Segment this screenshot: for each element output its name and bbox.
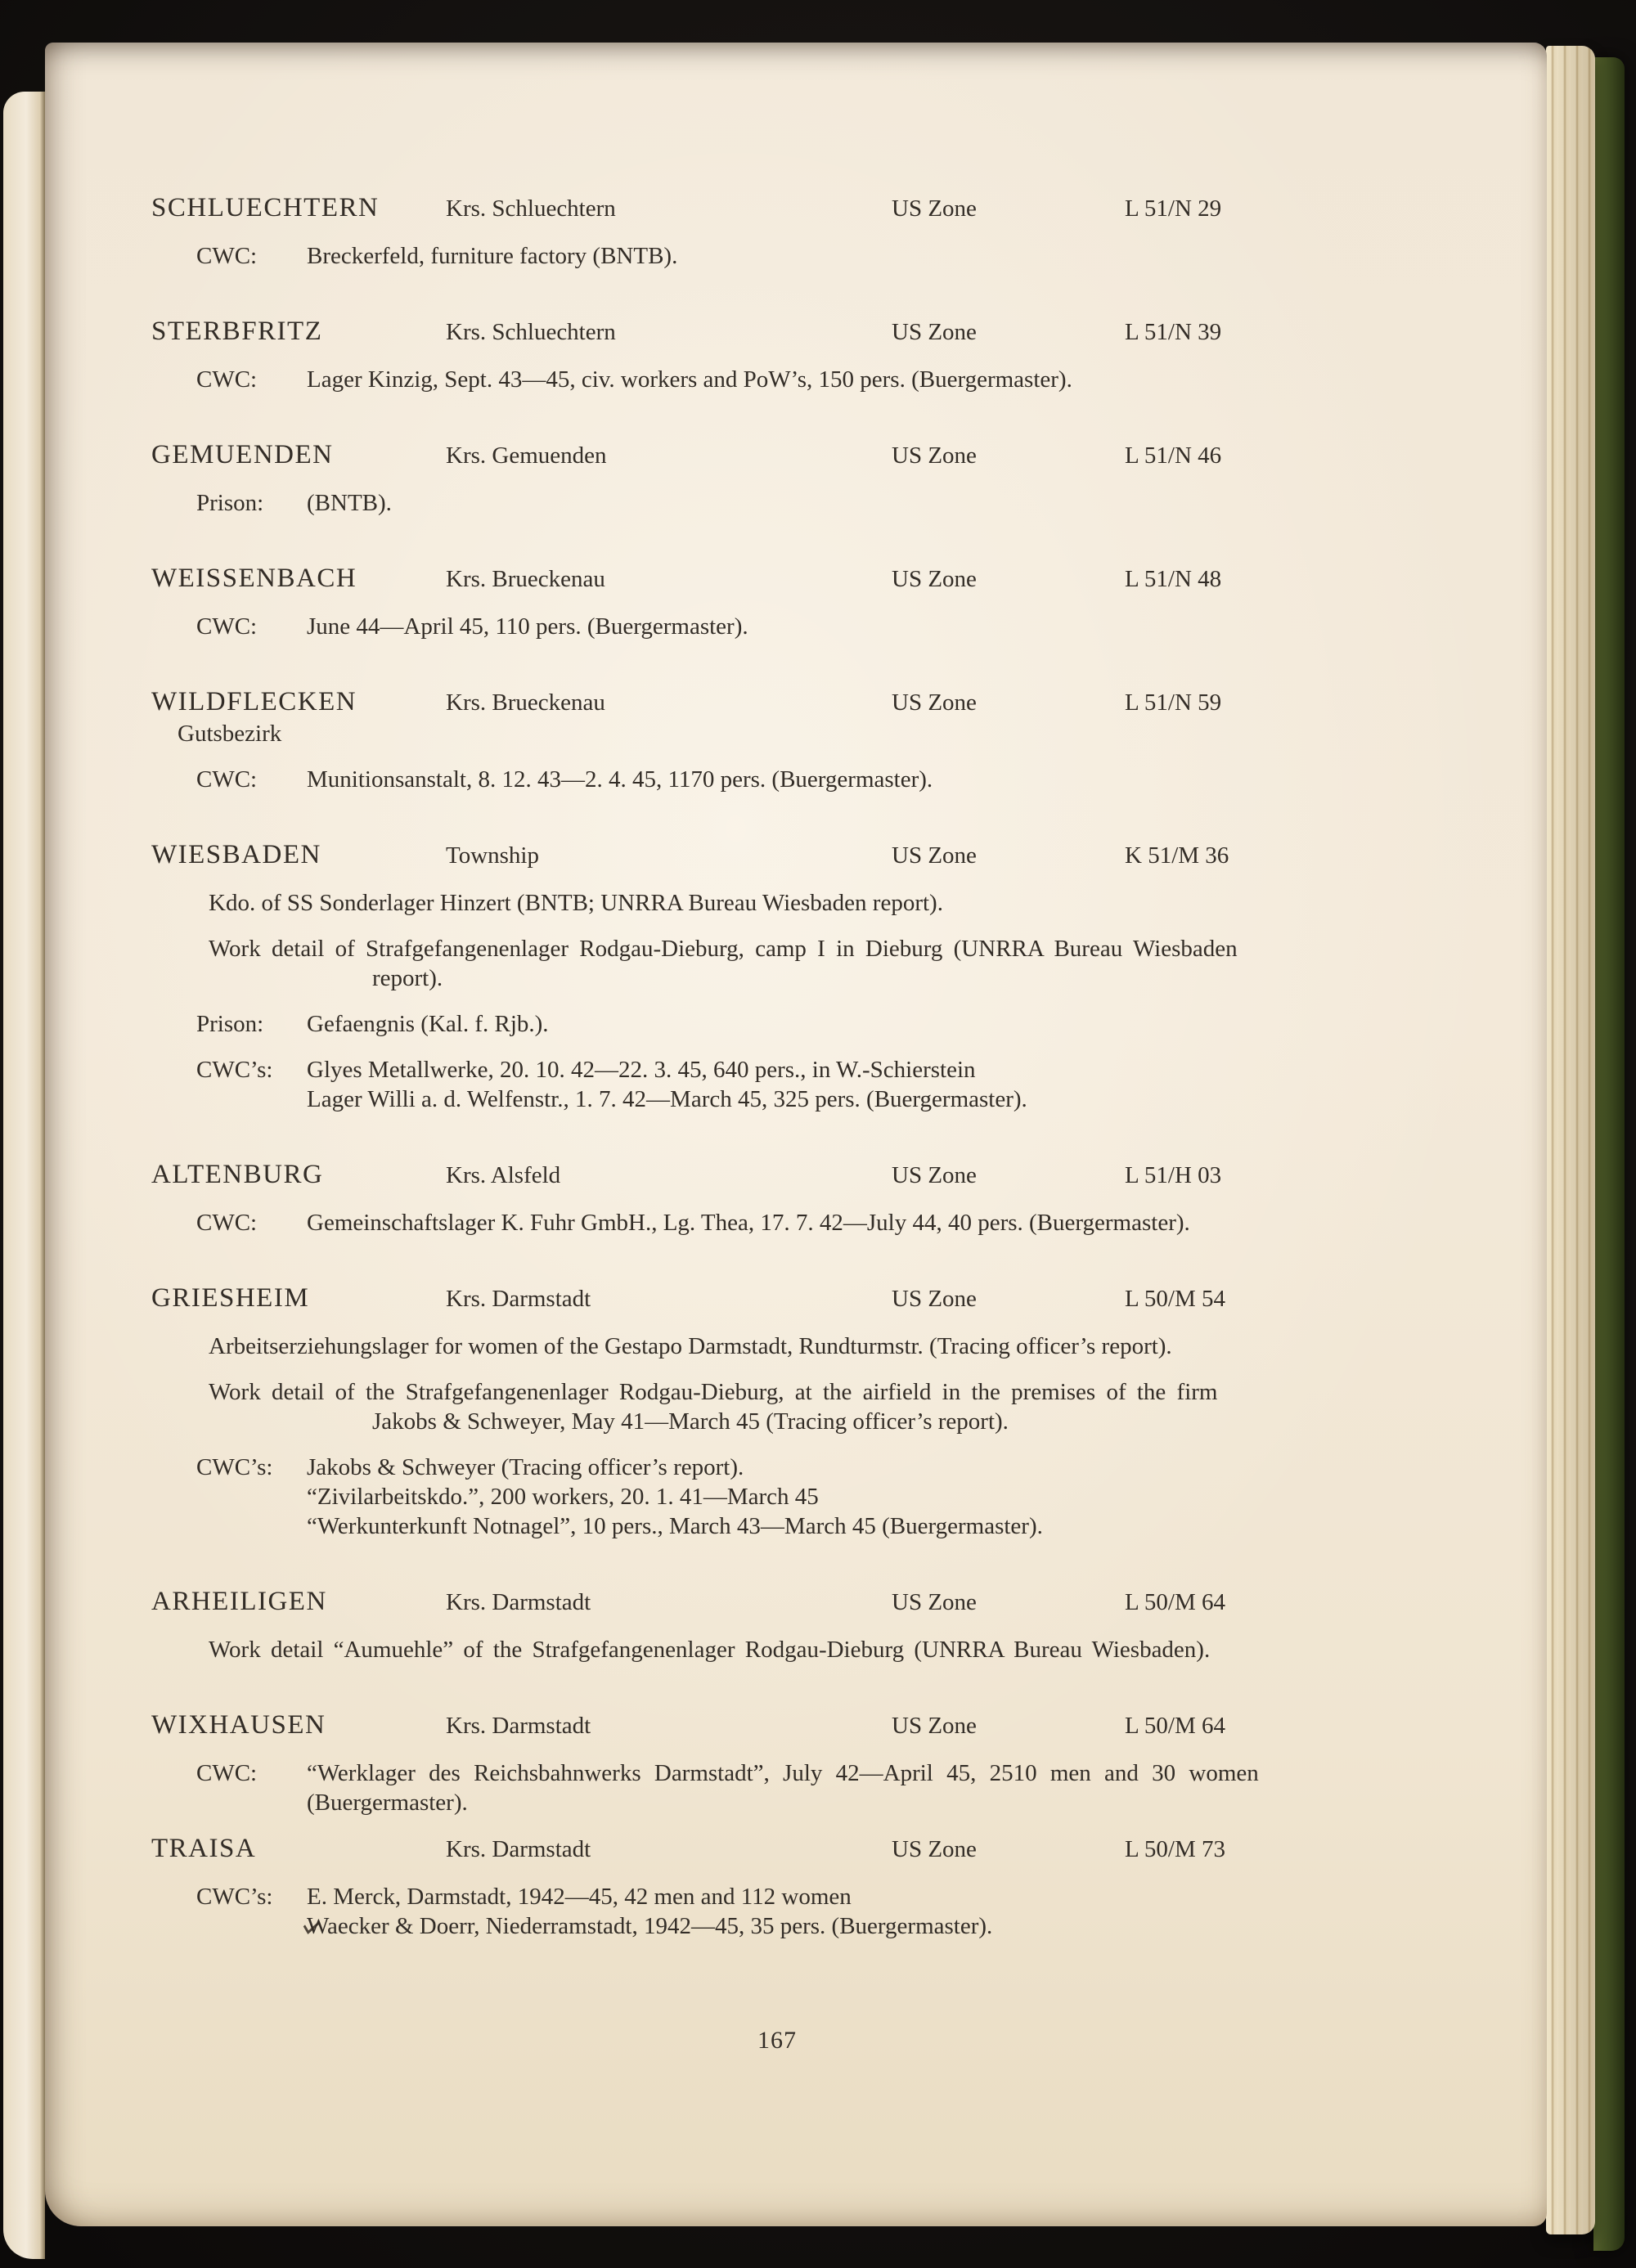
place-name: GRIESHEIM — [151, 1283, 310, 1313]
place-name: TRAISA — [151, 1834, 257, 1863]
map-grid-reference: L 51/N 48 — [1125, 566, 1222, 592]
occupation-zone: US Zone — [892, 442, 977, 469]
detail-label: Prison: — [196, 490, 264, 516]
occupation-zone: US Zone — [892, 1836, 977, 1862]
detail-row — [209, 1377, 1440, 1436]
detail-line: report). — [372, 965, 443, 991]
detail-row — [196, 1453, 1440, 1541]
camp-entry — [151, 1585, 1440, 1664]
detail-line: “Werklager des Reichsbahnwerks Darmstadt”, July 42—April 45, 2510 men and 30 women — [307, 1760, 1259, 1786]
district: Krs. Schluechtern — [446, 195, 616, 222]
district: Krs. Brueckenau — [446, 566, 605, 592]
detail-line: Gefaengnis (Kal. f. Rjb.). — [307, 1011, 549, 1037]
camp-entry — [151, 1709, 1440, 1817]
map-grid-reference: L 50/M 73 — [1125, 1836, 1225, 1862]
detail-line: Jakobs & Schweyer (Tracing officer’s report). — [307, 1454, 744, 1480]
detail-line: E. Merck, Darmstadt, 1942—45, 42 men and 112 women — [307, 1884, 852, 1910]
entry-header — [151, 1585, 1440, 1619]
detail-row — [196, 1882, 1440, 1941]
detail-label: CWC: — [196, 366, 258, 393]
detail-label: CWC: — [196, 1210, 258, 1236]
detail-row — [196, 1208, 1440, 1237]
occupation-zone: US Zone — [892, 1162, 977, 1188]
place-name: ARHEILIGEN — [151, 1587, 327, 1616]
detail-line: Lager Willi a. d. Welfenstr., 1. 7. 42—March 45, 325 pers. (Buergermaster). — [307, 1086, 1027, 1112]
detail-row — [196, 612, 1440, 641]
detail-row — [196, 241, 1440, 271]
entry-header — [151, 315, 1440, 348]
detail-row — [196, 1055, 1440, 1114]
detail-row — [196, 1009, 1440, 1039]
detail-line: Waecker & Doerr, Niederramstadt, 1942—45, 35 pers. (Buergermaster). — [307, 1913, 993, 1939]
place-name: WEISSENBACH — [151, 564, 357, 593]
entry-header — [151, 191, 1440, 225]
place-name: WILDFLECKEN — [151, 687, 357, 716]
detail-row — [209, 888, 1440, 918]
detail-row — [196, 365, 1440, 394]
detail-line: Glyes Metallwerke, 20. 10. 42—22. 3. 45, 640 pers., in W.-Schierstein — [307, 1057, 976, 1083]
detail-row — [209, 934, 1440, 993]
camp-entry — [151, 562, 1440, 641]
detail-line: Lager Kinzig, Sept. 43—45, civ. workers and PoW’s, 150 pers. (Buergermaster). — [307, 366, 1072, 393]
camp-entry — [151, 838, 1440, 1114]
district: Krs. Darmstadt — [446, 1589, 591, 1615]
district: Township — [446, 842, 539, 869]
place-name: WIXHAUSEN — [151, 1710, 326, 1740]
place-name: GEMUENDEN — [151, 440, 334, 469]
book-page — [45, 43, 1547, 2226]
detail-line: Work detail “Aumuehle” of the Strafgefangenenlager Rodgau-Dieburg (UNRRA Bureau Wiesbaden). — [209, 1637, 1211, 1663]
map-grid-reference: L 51/H 03 — [1125, 1162, 1222, 1188]
detail-line: June 44—April 45, 110 pers. (Buergermaster). — [307, 613, 748, 640]
entry-list — [45, 43, 1547, 1941]
camp-entry — [151, 685, 1440, 794]
detail-line: Work detail of the Strafgefangenenlager Rodgau-Dieburg, at the airfield in the premises of the firm — [209, 1379, 1218, 1405]
book-cover-edge — [1593, 57, 1625, 2251]
district: Krs. Alsfeld — [446, 1162, 561, 1188]
map-grid-reference: L 50/M 64 — [1125, 1713, 1225, 1739]
entry-header — [151, 1282, 1440, 1315]
district: Krs. Schluechtern — [446, 319, 616, 345]
detail-row — [196, 1758, 1440, 1817]
detail-row — [209, 1332, 1440, 1361]
detail-line: Jakobs & Schweyer, May 41—March 45 (Tracing officer’s report). — [372, 1408, 1009, 1435]
camp-entry — [151, 191, 1440, 271]
map-grid-reference: L 51/N 39 — [1125, 319, 1222, 345]
detail-line: Kdo. of SS Sonderlager Hinzert (BNTB; UNRRA Bureau Wiesbaden report). — [209, 890, 943, 916]
place-name: SCHLUECHTERN — [151, 193, 380, 222]
camp-entry — [151, 1158, 1440, 1237]
detail-line: “Werkunterkunft Notnagel”, 10 pers., March 43—March 45 (Buergermaster). — [307, 1513, 1043, 1539]
map-grid-reference: K 51/M 36 — [1125, 842, 1229, 869]
detail-line: Arbeitserziehungslager for women of the Gestapo Darmstadt, Rundturmstr. (Tracing officer’s report). — [209, 1333, 1172, 1359]
detail-label: CWC’s: — [196, 1057, 273, 1083]
detail-line: Work detail of Strafgefangenenlager Rodgau-Dieburg, camp I in Dieburg (UNRRA Bureau Wiesbaden — [209, 936, 1238, 962]
detail-label: CWC: — [196, 613, 258, 640]
detail-label: CWC’s: — [196, 1454, 273, 1480]
detail-line: “Zivilarbeitskdo.”, 200 workers, 20. 1. 41—March 45 — [307, 1484, 819, 1510]
detail-label: CWC: — [196, 1760, 258, 1786]
entry-header — [151, 562, 1440, 595]
occupation-zone: US Zone — [892, 689, 977, 716]
map-grid-reference: L 50/M 64 — [1125, 1589, 1225, 1615]
place-subname: Gutsbezirk — [178, 721, 282, 747]
detail-line: Munitionsanstalt, 8. 12. 43—2. 4. 45, 1170 pers. (Buergermaster). — [307, 766, 933, 793]
place-name: STERBFRITZ — [151, 317, 323, 346]
detail-line: Gemeinschaftslager K. Fuhr GmbH., Lg. Thea, 17. 7. 42—July 44, 40 pers. (Buergermaster). — [307, 1210, 1190, 1236]
camp-entry — [151, 315, 1440, 394]
detail-row — [196, 488, 1440, 518]
occupation-zone: US Zone — [892, 195, 977, 222]
entry-header — [151, 1709, 1440, 1742]
entry-header — [151, 438, 1440, 472]
map-grid-reference: L 51/N 29 — [1125, 195, 1222, 222]
detail-line: Breckerfeld, furniture factory (BNTB). — [307, 243, 678, 269]
district: Krs. Darmstadt — [446, 1286, 591, 1312]
occupation-zone: US Zone — [892, 566, 977, 592]
district: Krs. Brueckenau — [446, 689, 605, 716]
map-grid-reference: L 51/N 59 — [1125, 689, 1222, 716]
place-name: ALTENBURG — [151, 1160, 324, 1189]
occupation-zone: US Zone — [892, 1589, 977, 1615]
occupation-zone: US Zone — [892, 1713, 977, 1739]
detail-line: (BNTB). — [307, 490, 392, 516]
district: Krs. Gemuenden — [446, 442, 607, 469]
page-number: 167 — [757, 2027, 797, 2054]
entry-header — [151, 685, 1440, 719]
detail-label: CWC: — [196, 766, 258, 793]
detail-label: Prison: — [196, 1011, 264, 1037]
occupation-zone: US Zone — [892, 842, 977, 869]
entry-header — [151, 838, 1440, 872]
entry-header — [151, 1158, 1440, 1192]
detail-row — [209, 1635, 1440, 1664]
camp-entry — [151, 1832, 1440, 1941]
detail-label: CWC’s: — [196, 1884, 273, 1910]
camp-entry — [151, 438, 1440, 518]
camp-entry — [151, 1282, 1440, 1541]
detail-line: (Buergermaster). — [307, 1790, 468, 1816]
district: Krs. Darmstadt — [446, 1713, 591, 1739]
occupation-zone: US Zone — [892, 319, 977, 345]
occupation-zone: US Zone — [892, 1286, 977, 1312]
entry-header — [151, 1832, 1440, 1866]
place-name: WIESBADEN — [151, 840, 321, 869]
detail-label: CWC: — [196, 243, 258, 269]
facing-page-edge — [3, 92, 45, 2259]
district: Krs. Darmstadt — [446, 1836, 591, 1862]
page-stack-edge — [1546, 46, 1595, 2234]
detail-row — [196, 765, 1440, 794]
map-grid-reference: L 51/N 46 — [1125, 442, 1222, 469]
map-grid-reference: L 50/M 54 — [1125, 1286, 1225, 1312]
